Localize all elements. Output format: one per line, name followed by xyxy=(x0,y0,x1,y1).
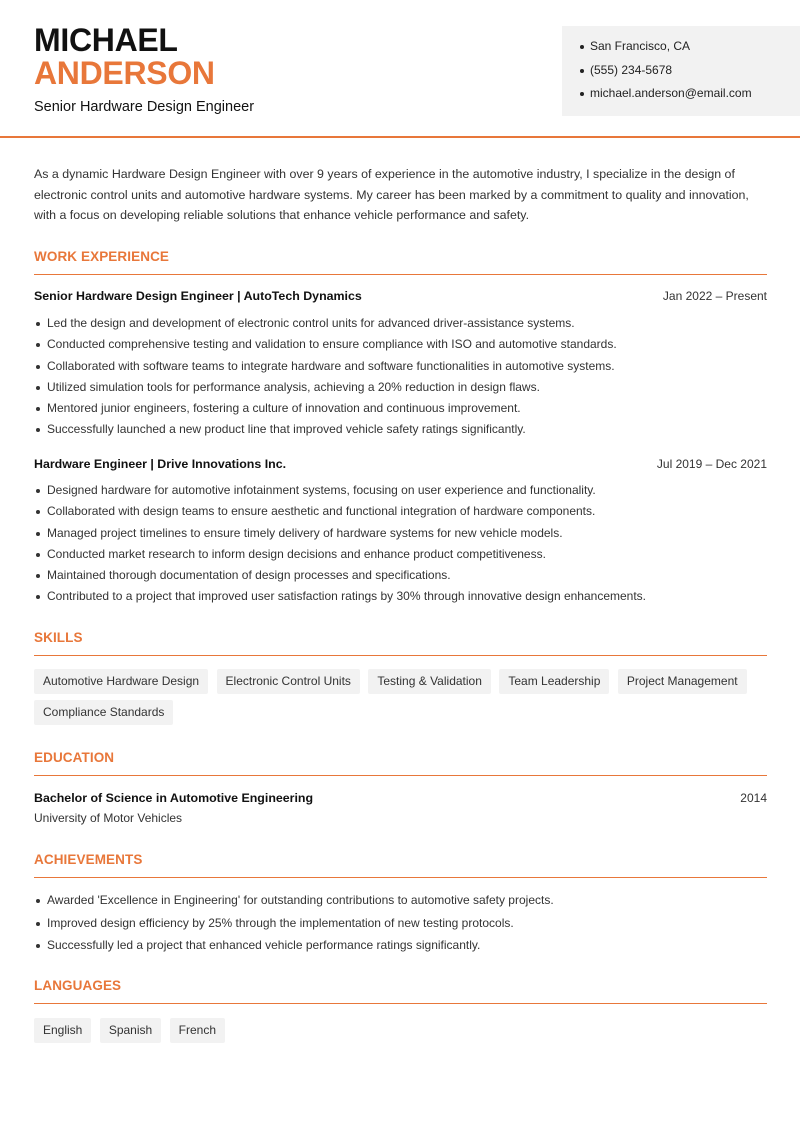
job-bullets xyxy=(34,482,767,610)
professional-summary: As a dynamic Hardware Design Engineer with over 9 years of experience in the automotive industry, I specialize in the design of electronic control units and automotive hardware systems. My career has been marked by a commitment to quality and innovation, with a focus on developing reliable solutions that enhance vehicle performance and safety. xyxy=(34,167,749,222)
list-item: Collaborated with software teams to integrate hardware and software functionalities in automotive systems. xyxy=(34,358,767,379)
job-header xyxy=(34,457,767,471)
list-item: Maintained thorough documentation of design processes and specifications. xyxy=(34,567,767,588)
skill-tag: Electronic Control Units xyxy=(217,669,360,694)
language-tag: Spanish xyxy=(100,1018,161,1043)
last-name: ANDERSON xyxy=(34,55,215,91)
job-title: Hardware Engineer | Drive Innovations Inc. xyxy=(34,457,287,471)
first-name: MICHAEL xyxy=(34,22,178,58)
job-dates: Jan 2022 – Present xyxy=(662,289,767,303)
contact-panel xyxy=(562,26,800,116)
job-title: Senior Hardware Design Engineer | AutoTech Dynamics xyxy=(34,289,362,303)
job-header xyxy=(34,289,767,303)
list-item: Led the design and development of electronic control units for advanced driver-assistance systems. xyxy=(34,315,767,336)
contact-phone: (555) 234-5678 xyxy=(580,62,800,86)
list-item: Mentored junior engineers, fostering a culture of innovation and continuous improvement. xyxy=(34,400,767,421)
language-tag: French xyxy=(170,1018,225,1043)
list-item: Contributed to a project that improved user satisfaction ratings by 30% through innovative design enhancements. xyxy=(34,588,767,609)
list-item: Conducted market research to inform design decisions and enhance product competitiveness. xyxy=(34,546,767,567)
section-title-languages: LANGUAGES xyxy=(34,978,767,1004)
contact-email: michael.anderson@email.com xyxy=(580,85,800,109)
list-item: Awarded 'Excellence in Engineering' for outstanding contributions to automotive safety projects. xyxy=(34,892,767,915)
job-bullets xyxy=(34,315,767,443)
list-item: Utilized simulation tools for performance analysis, achieving a 20% reduction in design flaws. xyxy=(34,379,767,400)
skill-tag: Compliance Standards xyxy=(34,700,173,725)
degree: Bachelor of Science in Automotive Engineering xyxy=(34,791,314,805)
skill-tag: Team Leadership xyxy=(499,669,609,694)
list-item: Successfully launched a new product line that improved vehicle safety ratings significantly. xyxy=(34,421,767,442)
job-dates: Jul 2019 – Dec 2021 xyxy=(656,457,767,471)
section-title-work-experience: WORK EXPERIENCE xyxy=(34,249,767,275)
graduation-year: 2014 xyxy=(740,791,767,805)
skill-tag: Project Management xyxy=(618,669,747,694)
list-item: Conducted comprehensive testing and validation to ensure compliance with ISO and automotive standards. xyxy=(34,336,767,357)
school-name: University of Motor Vehicles xyxy=(34,811,183,825)
list-item: Managed project timelines to ensure timely delivery of hardware systems for new vehicle models. xyxy=(34,525,767,546)
job-title-headline: Senior Hardware Design Engineer xyxy=(34,99,255,115)
contact-location: San Francisco, CA xyxy=(580,38,800,62)
section-title-skills: SKILLS xyxy=(34,630,767,656)
skill-tag: Testing & Validation xyxy=(368,669,491,694)
education-header xyxy=(34,791,767,805)
section-title-achievements: ACHIEVEMENTS xyxy=(34,852,767,878)
list-item: Successfully led a project that enhanced vehicle performance ratings significantly. xyxy=(34,937,767,960)
skill-tag: Automotive Hardware Design xyxy=(34,669,208,694)
list-item: Designed hardware for automotive infotainment systems, focusing on user experience and functionality. xyxy=(34,482,767,503)
language-tag: English xyxy=(34,1018,91,1043)
section-title-education: EDUCATION xyxy=(34,750,767,776)
resume-header xyxy=(0,0,800,138)
achievements-list xyxy=(34,892,767,960)
languages-list xyxy=(34,1018,774,1049)
skills-list xyxy=(34,669,774,731)
list-item: Collaborated with design teams to ensure aesthetic and functional integration of hardware components. xyxy=(34,503,767,524)
candidate-name xyxy=(34,24,215,90)
list-item: Improved design efficiency by 25% through the implementation of new testing protocols. xyxy=(34,915,767,938)
